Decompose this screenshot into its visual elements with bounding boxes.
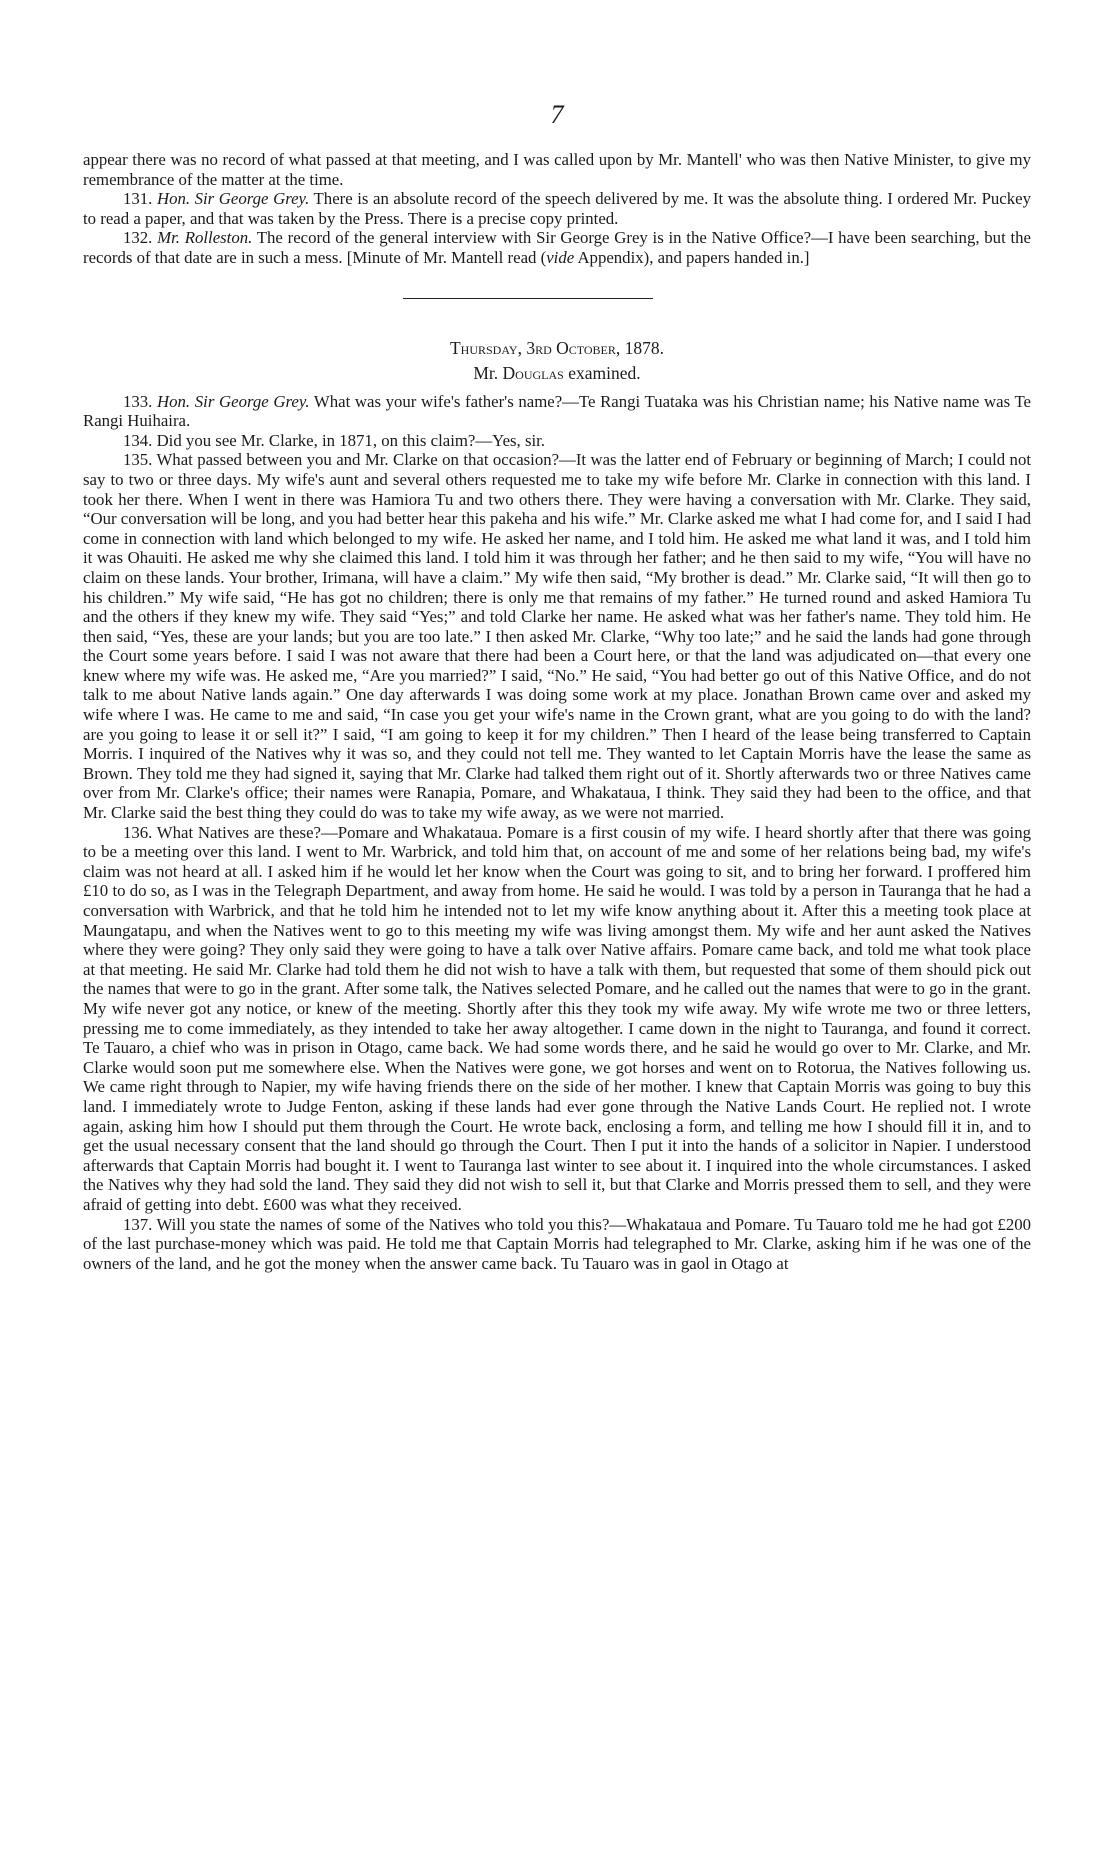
paragraph-continuation: appear there was no record of what passed at that meeting, and I was called upon by Mr. Mantell' who was then Native Minister, to give my remembrance of the matter at the time. bbox=[83, 150, 1031, 189]
question-135: 135. What passed between you and Mr. Clarke on that occasion?—It was the latter end of February or beginning of March; I could not say to two or three days. My wife's aunt and several others requested me to take my wife before Mr. Clarke in connection with this land. I took her there. When I went in there was Hamiora Tu and two others there. They were having a conversation with Mr. Clarke. They said, “Our conversation will be long, and you had better hear this pakeha and his wife.” Mr. Clarke asked me what I had come for, and I said I had come in connection with land which belonged to my wife. He asked her name, and I told him. He asked me what land it was, and I told him it was Ohauiti. He asked me why she claimed this land. I told him it was through her father; and he then said to my wife, “You will have no claim on these lands. Your brother, Irimana, will have a claim.” My wife then said, “My brother is dead.” Mr. Clarke said, “It will then go to his children.” My wife said, “He has got no children; there is only me that remains of my father.” He turned round and asked Hamiora Tu and the others if they knew my wife. They said “Yes;” and told Clarke her name. He asked what was her father's name. They told him. He then said, “Yes, these are your lands; but you are too late.” I then asked Mr. Clarke, “Why too late;” and he said the lands had gone through the Court some years before. I said I was not aware that there had been a Court here, or that the land was adjudicated on—that every one knew where my wife was. He asked me, “Are you married?” I said, “No.” He said, “You had better go out of this Native Office, and do not talk to me about Native lands again.” One day afterwards I was doing some work at my place. Jonathan Brown came over and asked my wife where I was. He came to me and said, “In case you get your wife's name in the Crown grant, what are you going to do with the land? are you going to lease it or sell it?” I said, “I am going to keep it for my children.” Then I heard of the lease being transferred to Captain Morris. I inquired of the Natives why it was so, and they could not tell me. They wanted to let Captain Morris have the lease the same as Brown. They told me they had signed it, saying that Mr. Clarke had talked them right out of it. Shortly afterwards two or three Natives came over from Mr. Clarke's office; their names were Ranapia, Pomare, and Whakataua, I think. They said they had been to the office, and that Mr. Clarke said the best thing they could do was to take my wife away, as we were not married. bbox=[83, 450, 1031, 823]
page-number: 7 bbox=[550, 100, 564, 129]
question-134: 134. Did you see Mr. Clarke, in 1871, on this claim?—Yes, sir. bbox=[123, 430, 545, 450]
witness-prefix: Mr. bbox=[473, 362, 499, 383]
witness-suffix: examined. bbox=[568, 362, 641, 383]
question-text: What was your wife's father's name?—Te Rangi Tuataka was his Christian name; his Native name was Te Rangi Huihaira. bbox=[83, 391, 1031, 431]
question-text-end: Appendix), and papers handed in.] bbox=[577, 247, 810, 267]
speaker: Hon. Sir George Grey. bbox=[156, 189, 310, 209]
speaker: Mr. Rolleston. bbox=[157, 228, 253, 248]
question-137: 137. Will you state the names of some of the Natives who told you this?—Whakataua and Pomare. Tu Tauaro told me he had got £200 of the last purchase-money which was paid. He told me that Captain Morris had telegraphed to Mr. Clarke, asking him if he was one of the owners of the land, and he got the money when the answer came back. Tu Tauaro was in gaol in Otago at bbox=[83, 1214, 1031, 1273]
date-heading: Thursday, 3rd October, 1878. bbox=[449, 337, 665, 358]
text-column bbox=[83, 150, 1031, 1273]
question-number: 131. bbox=[123, 189, 153, 209]
divider-rule bbox=[403, 298, 653, 299]
witness-name: Douglas bbox=[502, 362, 564, 383]
witness-heading bbox=[83, 360, 1031, 386]
question-132 bbox=[83, 228, 1031, 267]
question-136: 136. What Natives are these?—Pomare and Whakataua. Pomare is a first cousin of my wife. I heard shortly after that there was going to be a meeting over this land. I went to Mr. Warbrick, and told him that, on account of me and some of her relations being bad, my wife's claim was not heard at all. I asked him if he would let her know when the Court was going to sit, and to bring her forward. I proffered him £10 to do so, as I was in the Telegraph Department, and away from home. He said he would. I was told by a person in Tauranga that he had a conversation with Warbrick, and that he told him he intended not to let my wife know anything about it. After this a meeting took place at Maungatapu, and when the Natives went to go to this meeting my wife was living amongst them. My wife and her aunt asked the Natives where they were going? They only said they were going to have a talk over Native affairs. Pomare came back, and told me what took place at that meeting. He said Mr. Clarke had told them he did not wish to have a talk with them, but requested that some of them should pick out the names that were to go in the grant. After some talk, the Natives selected Pomare, and he called out the names that were to go in the grant. My wife never got any notice, or knew of the meeting. Shortly after this they took my wife away. My wife wrote me two or three letters, pressing me to come immediately, as they intended to take her away altogether. I came down in the night to Tauranga, and found it correct. Te Tauaro, a chief who was in prison in Otago, came back. We had some words there, and he said he would go over to Mr. Clarke, and Mr. Clarke would soon put me somewhere else. When the Natives were gone, we got horses and went on to Rotorua, the Natives following us. We came right through to Napier, my wife having friends there on the side of her mother. I knew that Captain Morris was going to buy this land. I immediately wrote to Judge Fenton, asking if these lands had ever gone through the Native Lands Court. He replied not. I wrote again, asking him how I should put them through the Court. He wrote back, enclosing a form, and telling me how I should fill it in, and to get the usual necessary consent that the land should go through the Court. Then I put it into the hands of a solicitor in Napier. I understood afterwards that Captain Morris had bought it. I went to Tauranga last winter to see about it. I inquired into the whole circumstances. I asked the Natives why they had sold the land. They said they did not wish to sell it, but that Clarke and Morris pressed them to sell, and they were afraid of getting into debt. £600 was what they received. bbox=[83, 822, 1031, 1214]
question-number: 133. bbox=[123, 391, 153, 411]
question-133 bbox=[83, 392, 1031, 431]
question-131 bbox=[83, 189, 1031, 228]
question-text: There is an absolute record of the speech delivered by me. It was the absolute thing. I ordered Mr. Puckey to read a paper, and that was taken by the Press. There is a precise copy printed. bbox=[83, 189, 1031, 228]
vide-word: vide bbox=[546, 247, 575, 267]
question-number: 132. bbox=[123, 228, 153, 248]
question-text: The record of the general interview with Sir George Grey is in the Native Office?—I have been searching, but the records of that date are in such a mess. [Minute of Mr. Mantell read ( bbox=[83, 228, 1031, 267]
speaker: Hon. Sir George Grey. bbox=[157, 391, 310, 411]
section-divider bbox=[83, 268, 1031, 324]
